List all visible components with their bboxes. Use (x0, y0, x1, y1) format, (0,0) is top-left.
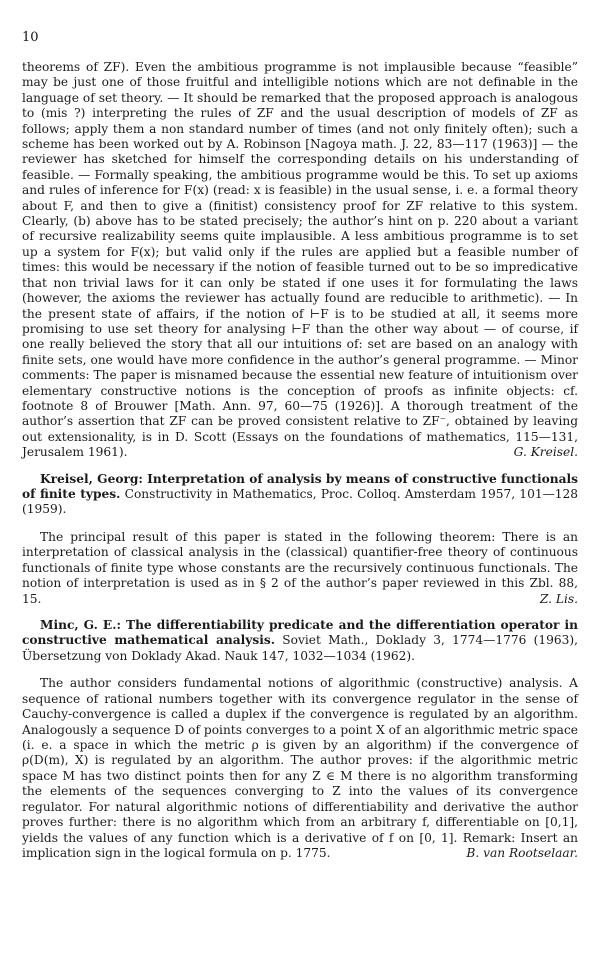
review-heading-block (22, 472, 578, 518)
page-body (22, 60, 578, 861)
reviewer-signature: B. van Rootselaar. (466, 845, 578, 860)
review-citation: Constructivity in Mathematics, Proc. Colloq. Amsterdam 1957, 101—128 (1959). (22, 486, 579, 517)
review-body: theorems of ZF). Even the ambitious programme is not implausible because “feasible” may be just one of those fruitful and intelligible notions which are not definable in the language of set theory. — It should be remarked that the proposed approach is analogous to (mis ?) interpreting the rules of ZF and the usual description of models of ZF as follows; apply them a non standard number of times (and not only finitely often); such a scheme has been worked out by A. Robinson [Nagoya math. J. 22, 83—117 (1963)] — the reviewer has sketched for himself the corresponding details on his understanding of feasible. — Formally speaking, the ambitious programme would be this. To set up axioms and rules of inference for F(x) (read: x is feasible) in the usual sense, i. e. a formal theory about F, and then to give a (finitist) consistency proof for ZF relative to this system. Clearly, (b) above has to be stated precisely; the author’s hint on p. 220 about a variant of recursive realizability seems quite implausible. A less ambitious programme is to set up a system for F(x); but valid only if the rules are applied but a feasible number of times: this would be necessary if the notion of feasible turned out to be so impredicative that non trivial laws for it can only be stated if one uses it for formulating the laws (however, the axioms the reviewer has actually found are reducible to arithmetic). — In the present state of affairs, if the notion of ⊢F is to be studied at all, it seems more promising to use set theory for analysing ⊢F than the other way about — of course, if one really believed the story that all our intuitions of: set are based on an analogy with finite sets, one would have more confidence in the author’s general programme. — Minor comments: The paper is misnamed because the essential new feature of intuitionism over elementary constructive notions is the conception of proofs as infinite objects: cf. footnote 8 of Brouwer [Math. Ann. 97, 60—75 (1926)]. A thorough treatment of the author’s assertion that ZF can be proved consistent relative to ZF⁻, obtained by leaving out extensionality, is in D. Scott (Essays on the foundations of mathematics, 115—131, Jerusalem 1961). (22, 60, 578, 460)
review-kreisel-interpretation (22, 472, 578, 607)
review-heading: Minc, G. E.: The differentiability predicate and the differentiation operator in constructive mathematical analysis. (22, 618, 578, 648)
review-kreisel-continued (22, 60, 578, 461)
reviewer-signature: Z. Lis. (539, 591, 578, 606)
review-body: The principal result of this paper is stated in the following theorem: There is an interpretation of classical analysis in the (classical) quantifier-free theory of continuous functionals of finite type whose constants are the recursively continuous functionals. The notion of interpretation is used as in § 2 of the author’s paper reviewed in this Zbl. 88, 15. (22, 529, 578, 606)
review-citation: Soviet Math., Doklady 3, 1774—1776 (1963), Übersetzung von Doklady Akad. Nauk 147, 1032—1034 (1962). (22, 633, 579, 663)
review-body: The author considers fundamental notions of algorithmic (constructive) analysis. A sequence of rational numbers together with its convergence regulator in the sense of Cauchy-convergence is called a duplex if the convergence is regulated by an algorithm. Analogously a sequence D of points converges to a point X of an algorithmic metric space (i. e. a space in which the metric ρ is given by an algorithm) if the convergence of ρ(D(m), X) is regulated by an algorithm. The author proves: if the algorithmic metric space M has two distinct points then for any Z ∈ M there is no algorithm transforming the elements of the sequences converging to Z into the values of its convergence regulator. For natural algorithmic notions of differentiability and derivative the author proves further: there is no algorithm which from an arbitrary f, differentiable on [0,1], yields the values of any function which is a derivative of f on [0, 1]. Remark: Insert an implication sign in the logical formula on p. 1775. (22, 676, 578, 860)
reviewer-signature: G. Kreisel. (513, 445, 578, 460)
review-minc (22, 618, 578, 861)
review-heading-block (22, 618, 578, 664)
page-number: 10 (22, 30, 39, 45)
review-heading: Kreisel, Georg: Interpretation of analysis by means of constructive functionals of finite types. (22, 471, 578, 501)
